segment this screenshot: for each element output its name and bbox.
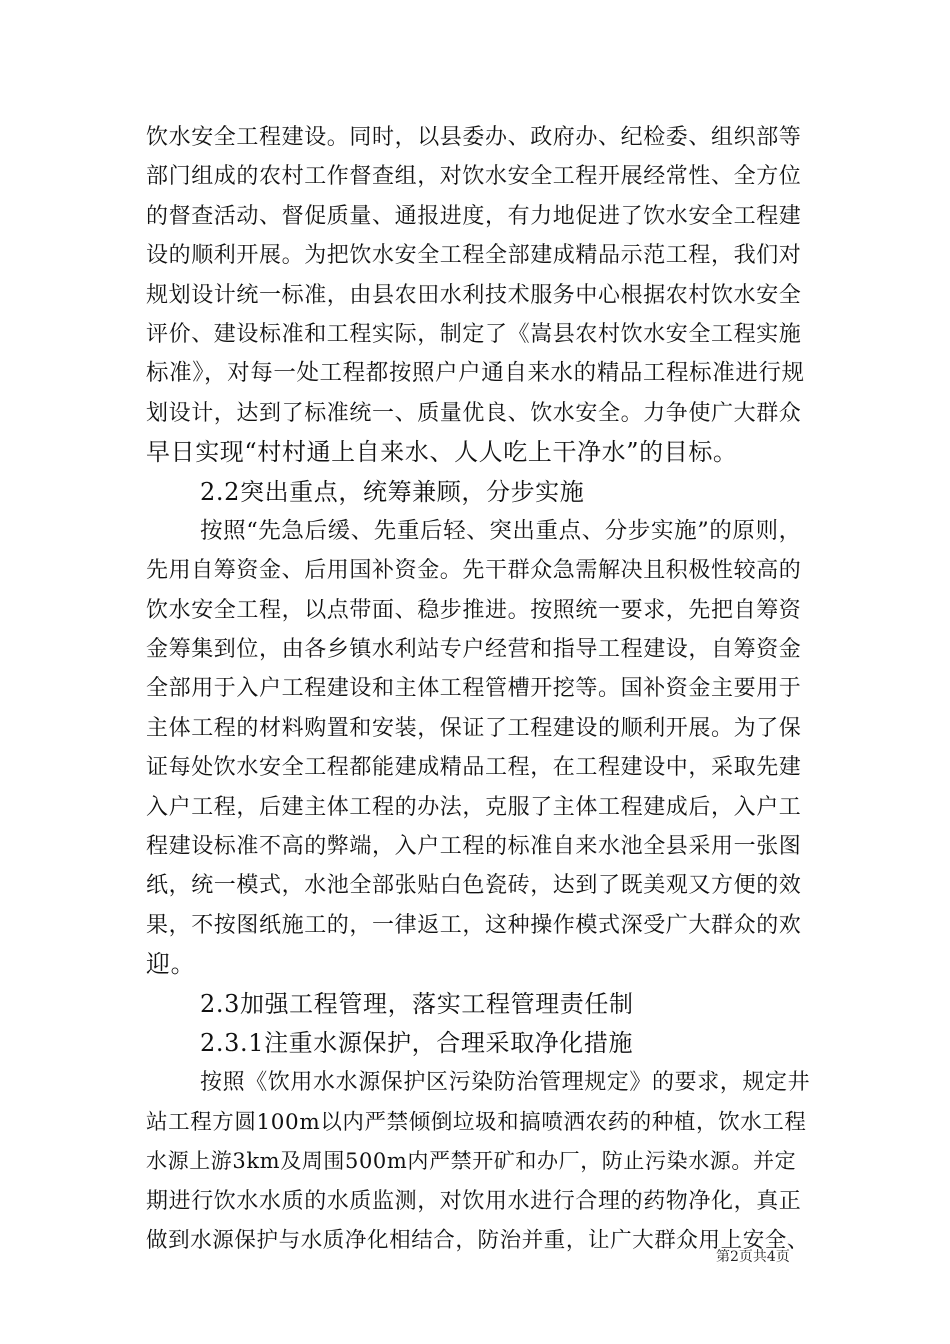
text-line: 饮水安全工程建设。同时，以县委办、政府办、纪检委、组织部等 (146, 125, 802, 150)
text-line: 程建设标准不高的弊端，入户工程的标准自来水池全县采用一张图 (146, 834, 802, 860)
text-line: 2.2突出重点，统筹兼顾，分步实施 (200, 477, 585, 506)
text-line: 2.3加强工程管理，落实工程管理责任制 (200, 989, 634, 1018)
text-line: 纸，统一模式，水池全部张贴白色瓷砖，达到了既美观又方便的效 (146, 873, 802, 899)
text-line: 全部用于入户工程建设和主体工程管槽开挖等。国补资金主要用于 (146, 676, 802, 702)
text-line: 规划设计统一标准，由县农田水利技术服务中心根据农村饮水安全 (146, 282, 802, 308)
text-line: 划设计，达到了标准统一、质量优良、饮水安全。力争使广大群众 (146, 400, 802, 426)
text-line: 按照《饮用水水源保护区污染防治管理规定》的要求，规定井 (200, 1070, 811, 1096)
text-line: 证每处饮水安全工程都能建成精品工程，在工程建设中，采取先建 (146, 755, 802, 781)
text-line: 饮水安全工程，以点带面、稳步推进。按照统一要求，先把自筹资 (146, 597, 802, 623)
text-line: 做到水源保护与水质净化相结合，防治并重，让广大群众用上安全、 (146, 1227, 810, 1253)
text-line: 先用自筹资金、后用国补资金。先干群众急需解决且积极性较高的 (146, 558, 802, 584)
text-line: 的督查活动、督促质量、通报进度，有力地促进了饮水安全工程建 (146, 203, 802, 229)
text-line: 迎。 (146, 950, 196, 979)
text-line: 按照“先急后缓、先重后轻、突出重点、分步实施”的原则， (200, 517, 802, 544)
text-line: 期进行饮水水质的水质监测，对饮用水进行合理的药物净化，真正 (146, 1188, 802, 1214)
text-line: 主体工程的材料购置和安装，保证了工程建设的顺利开展。为了保 (146, 715, 802, 741)
text-line: 金筹集到位，由各乡镇水利站专户经营和指导工程建设，自筹资金 (146, 637, 802, 663)
text-line: 早日实现“村村通上自来水、人人吃上干净水”的目标。 (146, 438, 738, 467)
text-line: 水源上游3km及周围500m内严禁开矿和办厂，防止污染水源。并定 (146, 1149, 797, 1174)
text-line: 标准》，对每一处工程都按照户户通自来水的精品工程标准进行规 (146, 360, 805, 387)
text-line: 设的顺利开展。为把饮水安全工程全部建成精品示范工程，我们对 (146, 243, 802, 269)
text-line: 果，不按图纸施工的，一律返工，这种操作模式深受广大群众的欢 (146, 912, 802, 938)
text-line: 部门组成的农村工作督查组，对饮水安全工程开展经常性、全方位 (146, 164, 802, 190)
page-number: 第2页共4页 (716, 1249, 790, 1265)
text-line: 2.3.1注重水源保护，合理采取净化措施 (200, 1028, 634, 1057)
text-line: 评价、建设标准和工程实际，制定了《嵩县农村饮水安全工程实施 (146, 321, 802, 347)
text-line: 入户工程，后建主体工程的办法，克服了主体工程建成后，入户工 (146, 794, 802, 820)
text-line: 站工程方圆100m以内严禁倾倒垃圾和搞喷洒农药的种植，饮水工程 (146, 1109, 807, 1135)
body-text (146, 118, 810, 1260)
